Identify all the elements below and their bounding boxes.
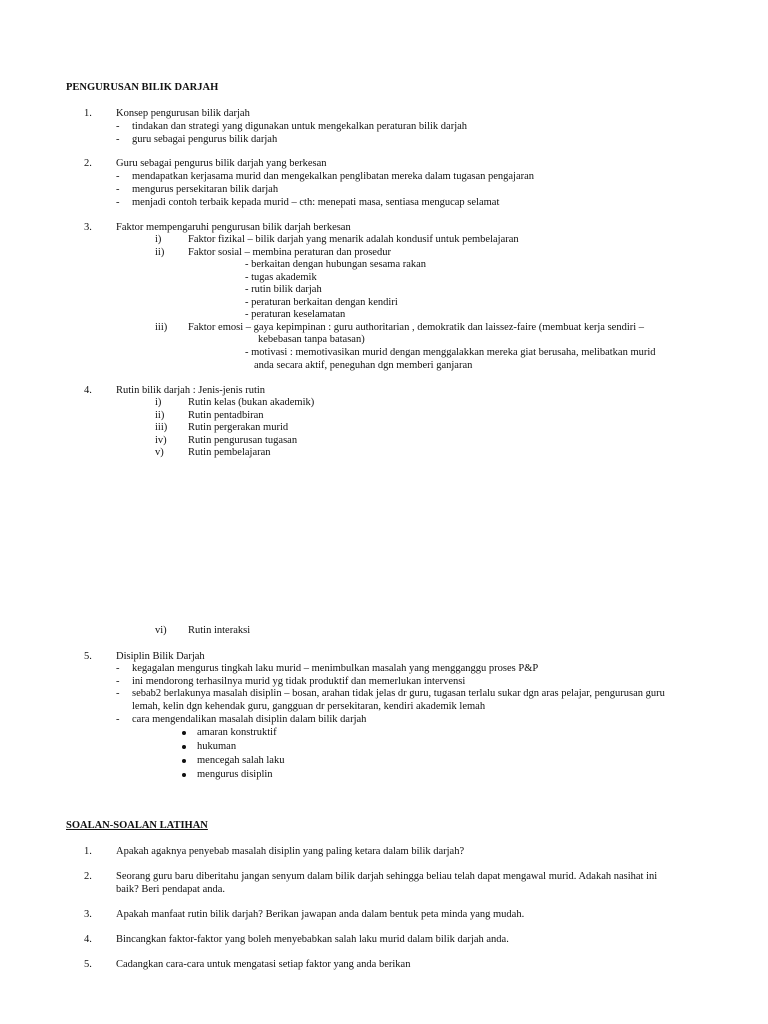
roman-numeral: v) — [155, 447, 164, 458]
routine-text: Rutin pergerakan murid — [188, 422, 289, 433]
dash-marker: - — [116, 184, 120, 195]
dash-marker: - — [116, 197, 120, 208]
bullet-dot-icon — [182, 759, 186, 763]
bullet-text: menjadi contoh terbaik kepada murid – cth: menepati masa, sentiasa mengucap selamat — [132, 197, 500, 208]
item-number: 5. — [84, 651, 92, 662]
dash-marker: - — [116, 134, 120, 145]
routine-text: Rutin kelas (bukan akademik) — [188, 397, 315, 408]
factor-text: Faktor sosial – membina peraturan dan prosedur — [188, 247, 391, 258]
question-number: 1. — [84, 846, 92, 857]
dash-marker: - — [116, 714, 120, 725]
question-number: 2. — [84, 871, 92, 882]
bullet-text: mendapatkan kerjasama murid dan mengekalkan penglibatan mereka dalam tugasan pengajaran — [132, 171, 535, 182]
item-heading: Faktor mempengaruhi pengurusan bilik darjah berkesan — [116, 222, 351, 233]
item-number: 4. — [84, 385, 92, 396]
bullet-text: mengurus persekitaran bilik darjah — [132, 184, 279, 195]
item-heading: Disiplin Bilik Darjah — [116, 651, 205, 662]
sub-item: - tugas akademik — [245, 272, 317, 283]
bullet-text: kegagalan mengurus tingkah laku murid – menimbulkan masalah yang mengganggu proses P&P — [132, 663, 539, 674]
question-number: 3. — [84, 909, 92, 920]
roman-numeral: iii) — [155, 322, 168, 333]
bullet-text: sebab2 berlakunya masalah disiplin – bosan, arahan tidak jelas dr guru, tugasan terlalu sukar dgn aras pelajar, pengurusan guru — [132, 688, 665, 699]
bullet-text: ini mendorong terhasilnya murid yg tidak produktif dan memerlukan intervensi — [132, 676, 466, 687]
routine-text: Rutin interaksi — [188, 625, 251, 636]
question-text: Apakah agaknya penyebab masalah disiplin yang paling ketara dalam bilik darjah? — [116, 846, 465, 857]
sub-item: - peraturan keselamatan — [245, 309, 346, 320]
sub-item: - berkaitan dengan hubungan sesama rakan — [245, 259, 427, 270]
sub-item: - motivasi : memotivasikan murid dengan menggalakkan mereka giat berusaha, melibatkan murid — [245, 347, 656, 358]
sub-item: - rutin bilik darjah — [245, 284, 322, 295]
section-title: PENGURUSAN BILIK DARJAH — [66, 82, 219, 93]
dot-item: hukuman — [197, 741, 237, 752]
item-heading: Konsep pengurusan bilik darjah — [116, 108, 250, 119]
dash-marker: - — [116, 171, 120, 182]
roman-numeral: ii) — [155, 247, 165, 258]
roman-numeral: i) — [155, 397, 162, 408]
factor-text: Faktor fizikal – bilik darjah yang menarik adalah kondusif untuk pembelajaran — [188, 234, 519, 245]
question-number: 4. — [84, 934, 92, 945]
factor-text-continued: kebebasan tanpa batasan) — [258, 334, 365, 345]
bullet-text: cara mengendalikan masalah disiplin dalam bilik darjah — [132, 714, 367, 725]
routine-text: Rutin pengurusan tugasan — [188, 435, 298, 446]
dash-marker: - — [116, 121, 120, 132]
question-text: Cadangkan cara-cara untuk mengatasi setiap faktor yang anda berikan — [116, 959, 411, 970]
roman-numeral: vi) — [155, 625, 167, 636]
question-text-continued: baik? Beri pendapat anda. — [116, 884, 226, 895]
dot-item: mengurus disiplin — [197, 769, 273, 780]
section-title: SOALAN-SOALAN LATIHAN — [66, 820, 208, 831]
item-number: 1. — [84, 108, 92, 119]
question-text: Seorang guru baru diberitahu jangan senyum dalam bilik darjah sehingga beliau telah dapat mengawal murid. Adakah nasihat ini — [116, 871, 658, 882]
item-number: 2. — [84, 158, 92, 169]
routine-text: Rutin pembelajaran — [188, 447, 271, 458]
dot-item: amaran konstruktif — [197, 727, 277, 738]
bullet-text: tindakan dan strategi yang digunakan untuk mengekalkan peraturan bilik darjah — [132, 121, 468, 132]
bullet-dot-icon — [182, 731, 186, 735]
roman-numeral: i) — [155, 234, 162, 245]
bullet-dot-icon — [182, 745, 186, 749]
dash-marker: - — [116, 676, 120, 687]
factor-text: Faktor emosi – gaya kepimpinan : guru authoritarian , demokratik dan laissez-faire (membuat kerja sendiri – — [188, 322, 645, 333]
roman-numeral: iii) — [155, 422, 168, 433]
bullet-text: guru sebagai pengurus bilik darjah — [132, 134, 278, 145]
question-text: Bincangkan faktor-faktor yang boleh menyebabkan salah laku murid dalam bilik darjah anda. — [116, 934, 509, 945]
dash-marker: - — [116, 663, 120, 674]
sub-item: - peraturan berkaitan dengan kendiri — [245, 297, 398, 308]
item-number: 3. — [84, 222, 92, 233]
bullet-text-continued: lemah, kelin dgn kehendak guru, gangguan dr persekitaran, kendiri akademik lemah — [132, 701, 486, 712]
roman-numeral: iv) — [155, 435, 167, 446]
question-number: 5. — [84, 959, 92, 970]
item-heading: Guru sebagai pengurus bilik darjah yang berkesan — [116, 158, 327, 169]
question-text: Apakah manfaat rutin bilik darjah? Berikan jawapan anda dalam bentuk peta minda yang mudah. — [116, 909, 525, 920]
roman-numeral: ii) — [155, 410, 165, 421]
sub-item-continued: anda secara aktif, peneguhan dgn memberi ganjaran — [254, 360, 473, 371]
bullet-dot-icon — [182, 773, 186, 777]
dash-marker: - — [116, 688, 120, 699]
item-heading: Rutin bilik darjah : Jenis-jenis rutin — [116, 385, 266, 396]
routine-text: Rutin pentadbiran — [188, 410, 264, 421]
dot-item: mencegah salah laku — [197, 755, 285, 766]
